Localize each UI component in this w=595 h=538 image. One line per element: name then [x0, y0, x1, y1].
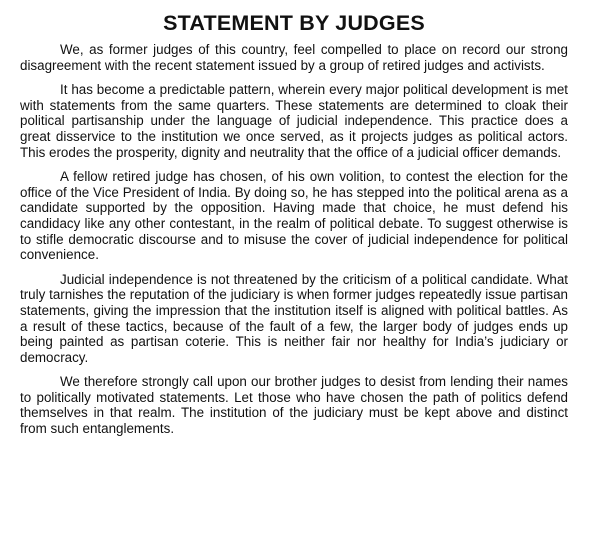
paragraph-1: We, as former judges of this country, feel compelled to place on record our strong disagreement with the recent statement issued by a group of retired judges and activists. [20, 42, 568, 73]
paragraph-2: It has become a predictable pattern, wherein every major political development is met with statements from the same quarters. These statements are determined to cloak their political partisanship under the language of judicial independence. This practice does a great disservice to the institution we once served, as it projects judges as political actors. This erodes the prosperity, dignity and neutrality that the office of a judicial officer demands. [20, 82, 568, 160]
paragraph-3: A fellow retired judge has chosen, of his own volition, to contest the election for the office of the Vice President of India. By doing so, he has stepped into the political arena as a candidate supported by the opposition. Having made that choice, he must defend his candidacy like any other contestant, in the realm of political debate. To suggest otherwise is to stifle democratic discourse and to misuse the cover of judicial independence for political convenience. [20, 169, 568, 263]
paragraph-5: We therefore strongly call upon our brother judges to desist from lending their names to politically motivated statements. Let those who have chosen the path of politics defend themselves in that realm. The institution of the judiciary must be kept above and distinct from such entanglements. [20, 374, 568, 437]
paragraph-4: Judicial independence is not threatened by the criticism of a political candidate. What truly tarnishes the reputation of the judiciary is when former judges repeatedly issue partisan statements, giving the impression that the institution itself is aligned with political battles. As a result of these tactics, because of the fault of a few, the larger body of judges ends up being painted as partisan coterie. This is neither fair nor healthy for India’s judiciary or democracy. [20, 271, 568, 365]
document-title: STATEMENT BY JUDGES [163, 11, 425, 35]
document-page [20, 10, 568, 446]
